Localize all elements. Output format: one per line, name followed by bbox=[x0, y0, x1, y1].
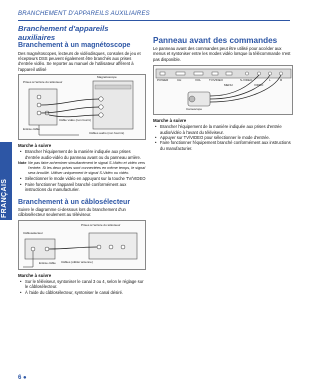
page-number: 6 ● bbox=[18, 375, 27, 381]
front-svideo-jack bbox=[245, 72, 248, 75]
panel-label-r: R bbox=[280, 78, 283, 83]
list-item: • Brancher l'équipement de la manière indiquée aux prises d'entrée audio-vidéo du panneau avant ou du panneau arrière. bbox=[18, 149, 146, 160]
vcr-label: Magnétoscope bbox=[97, 75, 117, 80]
vcr-jack-video bbox=[99, 97, 103, 101]
note-text: Ne pas faire acheminer simultanément le signal S-Vidéo et vidéo vers l'entrée. Si les deux prises sont connectées en même temps, le signal sera brouillé. Utiliser uniquement le signal S-Vidéo ou vidéo. bbox=[28, 160, 146, 175]
front-panel-drawing bbox=[154, 66, 293, 116]
list-item: • Brancher l'équipement de la manière indiquée aux prises d'entrée audio/vidéo à l'avant du téléviseur. bbox=[153, 124, 293, 135]
cable-box-jack-in bbox=[31, 247, 35, 251]
language-tab-label: FRANÇAIS bbox=[1, 178, 8, 218]
front-audio-r-jack bbox=[279, 72, 282, 75]
front-video-jack bbox=[257, 72, 260, 75]
page-title: Branchement d'appareils auxiliaires bbox=[18, 24, 109, 42]
list-item: • Faire fonctionner l'appareil branché conformément aux instructions du manufacturier. bbox=[18, 182, 146, 193]
list-item: • Appuyer sur TV/VIDEO pour sélectionner le mode d'entrée. bbox=[153, 135, 293, 140]
front-panel-intro: Le panneau avant des commandes peut être utilisé pour accéder aux menus et syntoniser entre les modes vidéo lorsque la télécommande n'est pas disponible. bbox=[153, 46, 291, 62]
list-item: • À l'aide du câblosélecteur, syntoniser le canal désiré. bbox=[18, 290, 146, 295]
front-steps-list bbox=[153, 124, 293, 151]
right-column bbox=[153, 36, 293, 151]
vcr-jack-audio-r bbox=[99, 113, 103, 117]
tv-rear-label: Prises à l'arrière du téléviseur bbox=[81, 222, 121, 227]
tv-jack-video bbox=[37, 103, 41, 107]
vcr-note bbox=[18, 161, 146, 175]
panel-label-vol: VOL bbox=[195, 78, 202, 83]
front-audio-l-jack bbox=[268, 72, 271, 75]
menu-button-shape bbox=[226, 72, 232, 75]
cable-box-label: Câblosélecteur bbox=[23, 230, 44, 235]
vcr-steps-list-continued bbox=[18, 176, 146, 192]
vcr-connection-diagram bbox=[18, 74, 146, 140]
vcr-intro: Des magnétoscopes, lecteurs de vidéodisques, consoles de jeu et récepteurs DSS peuvent également être branchés aux prises d'entrée vidéo. Se reporter au manuel de l'utilisateur afférent à l'appareil utilisé bbox=[18, 50, 141, 72]
cable-input-label: Entrée câble bbox=[39, 260, 56, 265]
header-rule bbox=[18, 20, 290, 21]
panel-label-tvvideo: TV/VIDEO bbox=[209, 78, 224, 83]
tv-jack-2 bbox=[109, 245, 113, 249]
cable-box-intro: Suivre le diagramme ci-dessous lors du branchement d'un câblosélecteur seulement au téléviseur. bbox=[18, 207, 126, 218]
cable-box-heading: Branchement à un câblosélecteur bbox=[18, 198, 131, 206]
antenna-cable bbox=[39, 125, 79, 135]
left-column bbox=[18, 24, 146, 295]
cable-steps-label: Marche à suivre bbox=[18, 272, 52, 278]
vcr-steps-list bbox=[18, 149, 146, 160]
tv-jack-svideo bbox=[37, 95, 41, 99]
front-steps-label: Marche à suivre bbox=[153, 118, 187, 124]
tv-jack-3 bbox=[121, 245, 125, 249]
tv-jack-audio-l bbox=[37, 111, 41, 115]
cable-input-label: Entrée câble bbox=[23, 127, 40, 132]
vcr-heading: Branchement à un magnétoscope bbox=[18, 42, 131, 49]
front-panel-diagram bbox=[153, 65, 293, 115]
panel-label-menu: MENU bbox=[224, 83, 233, 88]
vcr-steps-label: Marche à suivre bbox=[18, 143, 52, 149]
panel-label-power: POWER bbox=[157, 78, 169, 83]
tv-ant-jack bbox=[97, 245, 101, 249]
note-label: Note bbox=[18, 160, 27, 165]
video-cable-label: Câble vidéo (non fourni) bbox=[59, 118, 92, 123]
camcorder-label: Camescope bbox=[186, 107, 203, 112]
panel-label-l: L bbox=[269, 78, 271, 83]
tvvideo-button-shape bbox=[212, 72, 218, 75]
language-side-tab bbox=[0, 142, 12, 220]
power-button-shape bbox=[160, 72, 165, 75]
panel-label-video: VIDEO bbox=[254, 83, 264, 88]
audio-cables-label: Câbles audio (non fournis) bbox=[89, 131, 125, 136]
cable-steps-list bbox=[18, 279, 146, 295]
list-item: • Faire fonctionner l'équipement branché conformément aux instructions du manufacturier. bbox=[153, 140, 293, 151]
cable-box-diagram bbox=[18, 220, 146, 270]
ch-button-shape bbox=[176, 72, 185, 75]
vcr-slot bbox=[95, 85, 131, 89]
panel-label-ch: CH bbox=[177, 78, 182, 83]
front-panel-heading: Panneau avant des commandes bbox=[153, 36, 278, 45]
camcorder-lens bbox=[189, 96, 195, 102]
panel-label-svideo: S-VIDEO bbox=[240, 78, 253, 83]
list-item: • Sélectionner le mode vidéo en appuyant sur la touche TV/VIDEO bbox=[18, 176, 146, 181]
tv-jack-panel bbox=[29, 89, 57, 125]
list-item: • Sur le téléviseur, syntoniser le canal 3 ou 4, selon le réglage sur le câblosélecteur. bbox=[18, 279, 146, 290]
coax-label: Câbles (câble/ antenne) bbox=[61, 259, 93, 264]
running-header: BRANCHEMENT D'APPAREILS AUXILIAIRES bbox=[18, 11, 150, 17]
tv-jacks-label: Prises à l'arrière du téléviseur bbox=[23, 80, 63, 85]
vol-button-shape bbox=[194, 72, 203, 75]
cable-box-jack-out bbox=[45, 247, 49, 251]
vcr-jack-audio-l bbox=[99, 105, 103, 109]
